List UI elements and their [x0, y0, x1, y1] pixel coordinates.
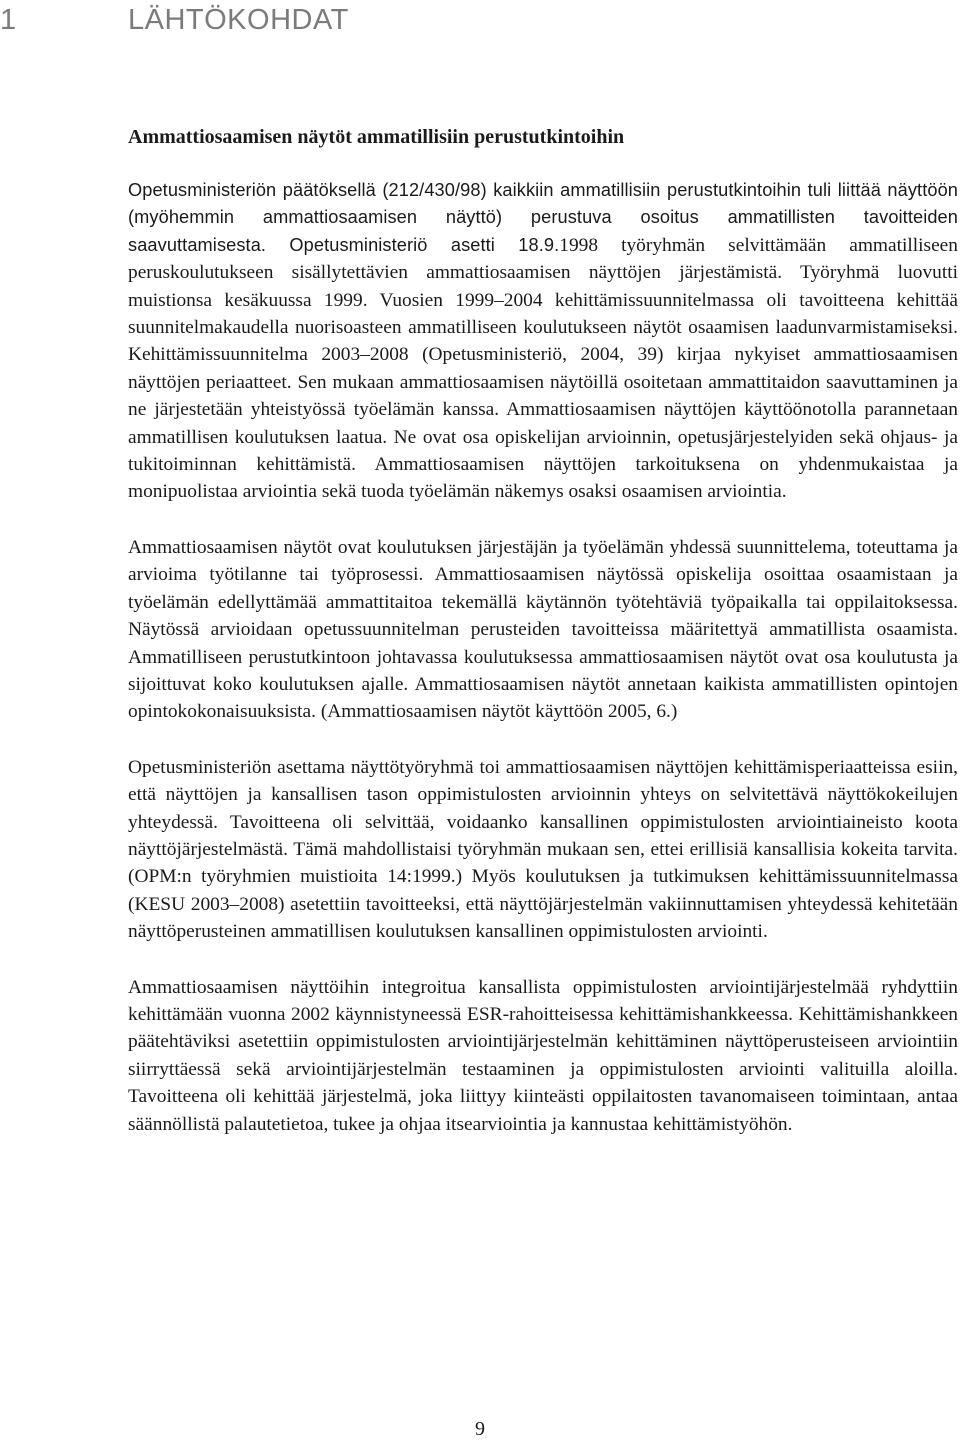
paragraph — [128, 177, 958, 506]
paragraph-text: 1998 työryhmän selvittämään ammatilliseen peruskoulutukseen sisällytettävien ammattiosaamisen näyttöjen järjestämistä. Työryhmä luovutti muistionsa kesäkuussa 1999. Vuosien 1999–2004 kehittämissuunnitelmassa oli tavoitteena kehittää suunnitelmakaudella nuorisoasteen ammatilliseen koulutukseen näytöt osaamisen laadunvarmistamiseksi. Kehittämissuunnitelma 2003–2008 (Opetusministeriö, 2004, 39) kirjaa nykyiset ammattiosaamisen näyttöjen periaatteet. Sen mukaan ammattiosaamisen näytöillä osoitetaan ammattitaidon saavuttaminen ja ne järjestetään yhteistyössä työelämän kanssa. Ammattiosaamisen näyttöjen käyttöönotolla parannetaan ammatillisen koulutuksen laatua. Ne ovat osa opiskelijan arvioinnin, opetusjärjestelyiden sekä ohjaus- ja tukitoiminnan kehittämistä. Ammattiosaamisen näyttöjen tarkoituksena on yhdenmukaistaa ja monipuolistaa arviointia sekä tuoda työelämän näkemys osaksi osaamisen arviointia. — [128, 234, 958, 503]
body-text — [128, 177, 958, 1138]
paragraph: Ammattiosaamisen näytöt ovat koulutuksen järjestäjän ja työelämän yhdessä suunnittelema, toteuttama ja arvioima työtilanne tai työprosessi. Ammattiosaamisen näytössä opiskelija osoittaa osaamistaan ja työelämän edellyttämää ammattitaitoa tekemällä käytännön työtehtäviä työpaikalla tai oppilaitoksessa. Näytössä arvioidaan opetussuunnitelman perusteiden tavoitteissa määritettyä ammatillista osaamista. Ammatilliseen perustutkintoon johtavassa koulutuksessa ammattiosaamisen näytöt ovat osa koulutusta ja sijoittuvat koko koulutuksen ajalle. Ammattiosaamisen näytöt annetaan kaikista ammatillisten opintojen opintokokonaisuuksista. (Ammattiosaamisen näytöt käyttöön 2005, 6.) — [128, 536, 958, 723]
paragraph-sans-lead: Opetusministeriön päätöksellä (212/430/98) kaikkiin ammatillisiin perustutkintoihin tuli liittää näyttöön (myöhemmin ammattiosaamisen näyttö) perustuva osoitus ammatillisten tavoitteiden saavuttamisesta. Opetusministeriö asetti 18.9. — [128, 180, 958, 255]
chapter-number: 1 — [0, 3, 17, 36]
section-title: Ammattiosaamisen näytöt ammatillisiin perustutkintoihin — [128, 126, 625, 148]
page-number: 9 — [475, 1418, 485, 1440]
paragraph: Opetusministeriön asettama näyttötyöryhmä toi ammattiosaamisen näyttöjen kehittämisperiaatteissa esiin, että näyttöjen ja kansallisen tason oppimistulosten arvioinnin yhteys on selvitettävä näyttökokeilujen yhteydessä. Tavoitteena oli selvittää, voidaanko kansallinen oppimistulosten arviointiaineisto koota näyttöjärjestelmästä. Tämä mahdollistaisi työryhmän mukaan sen, ettei erillisiä kansallisia kokeita tarvita. (OPM:n työryhmien muistioita 14:1999.) Myös koulutuksen ja tutkimuksen kehittämissuunnitelmassa (KESU 2003–2008) asetettiin tavoitteeksi, että näyttöjärjestelmän vakiinnuttamisen yhteydessä kehitetään näyttöperusteinen ammatillisen koulutuksen kansallinen oppimistulosten arviointi. — [128, 756, 958, 943]
paragraph: Ammattiosaamisen näyttöihin integroitua kansallista oppimistulosten arviointijärjestelmää ryhdyttiin kehittämään vuonna 2002 käynnistyneessä ESR-rahoitteisessa kehittämishankkeessa. Kehittämishankkeen päätehtäviksi asetettiin oppimistulosten arviointijärjestelmän kehittäminen näyttöperusteiseen arviointiin siirryttäessä sekä arviointijärjestelmän testaaminen ja oppimistulosten arviointi valituilla aloilla. Tavoitteena oli kehittää järjestelmä, joka liittyy kiinteästi oppilaitosten tavanomaiseen toimintaan, antaa säännöllistä palautetietoa, tukee ja ohjaa itsearviointia ja kannustaa kehittämistyöhön. — [128, 976, 958, 1135]
chapter-title: LÄHTÖKOHDAT — [128, 3, 349, 36]
